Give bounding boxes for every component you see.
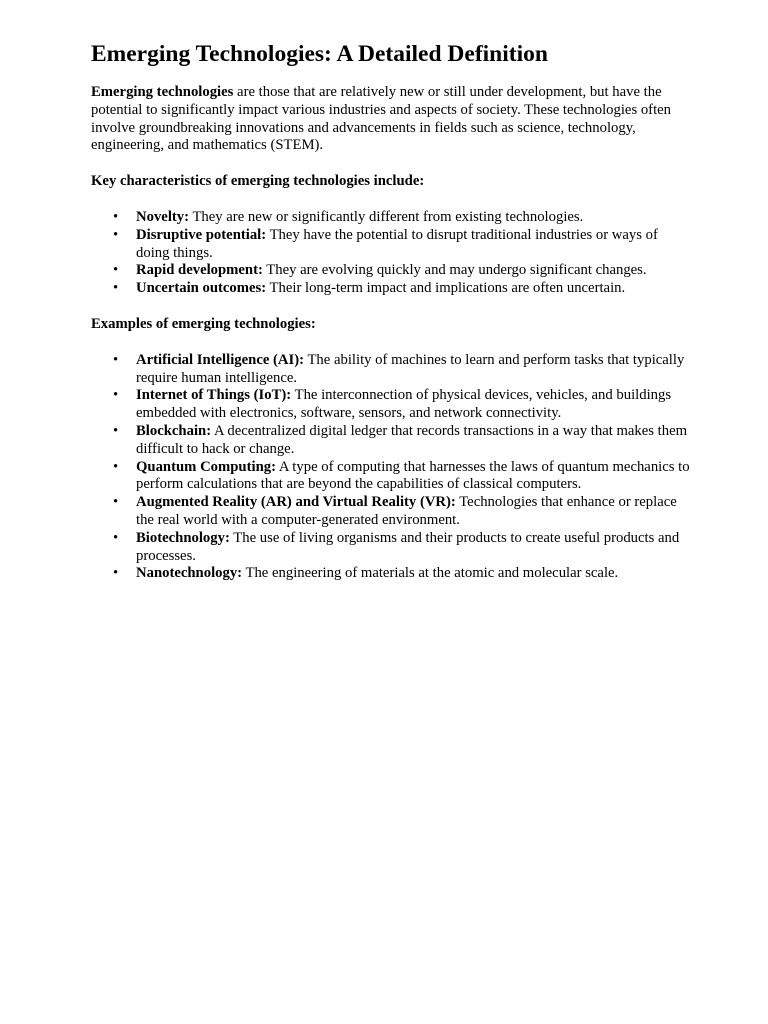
list-item — [136, 387, 691, 423]
list-item-term: Internet of Things (IoT): — [136, 387, 292, 404]
intro-paragraph — [91, 84, 691, 155]
list-item — [136, 530, 691, 566]
list-item-text: They have the potential to disrupt traditional industries or ways of doing things. — [136, 226, 658, 261]
list-item-text: Their long-term impact and implications are often uncertain. — [266, 280, 626, 297]
list-item-term: Augmented Reality (AR) and Virtual Reality (VR): — [136, 494, 456, 511]
list-item-text: The use of living organisms and their products to create useful products and processes. — [136, 529, 680, 564]
list-item-text: Technologies that enhance or replace the real world with a computer-generated environment. — [136, 494, 677, 528]
intro-text: are those that are relatively new or still under development, but have the potential to significantly impact various industries and aspects of society. These technologies often involve groundbreaking innovations and advancements in fields such as science, technology, engineering, and mathematics (STEM). — [91, 84, 672, 154]
document-title: Emerging Technologies: A Detailed Definition — [91, 41, 548, 67]
list-item-text: The engineering of materials at the atomic and molecular scale. — [242, 565, 619, 582]
list-item-text: They are evolving quickly and may undergo significant changes. — [262, 262, 647, 279]
list-item-text: They are new or significantly different from existing technologies. — [189, 208, 584, 225]
list-item — [136, 565, 691, 583]
list-item-term: Disruptive potential: — [136, 226, 267, 243]
list-item — [136, 423, 691, 459]
examples-list — [91, 352, 691, 583]
list-item — [136, 352, 691, 388]
list-item-term: Novelty: — [136, 208, 190, 225]
characteristics-list — [91, 209, 691, 298]
list-item-term: Rapid development: — [136, 262, 263, 279]
document-page — [91, 40, 691, 601]
list-item — [136, 280, 691, 298]
list-item — [136, 262, 691, 280]
list-item-term: Quantum Computing: — [136, 458, 276, 475]
list-item-text: A decentralized digital ledger that records transactions in a way that makes them difficult to hack or change. — [136, 422, 688, 457]
list-item-term: Blockchain: — [136, 422, 212, 439]
list-item-text: The ability of machines to learn and perform tasks that typically require human intelligence. — [136, 351, 685, 386]
list-item — [136, 209, 691, 227]
intro-term: Emerging technologies — [91, 84, 234, 100]
list-item-term: Artificial Intelligence (AI): — [136, 351, 305, 368]
list-item — [136, 459, 691, 495]
list-item-term: Nanotechnology: — [136, 565, 243, 582]
list-item-text: A type of computing that harnesses the laws of quantum mechanics to perform calculations that are beyond the capabilities of classical computers. — [136, 458, 690, 493]
list-item-term: Uncertain outcomes: — [136, 280, 267, 297]
list-item-term: Biotechnology: — [136, 529, 230, 546]
list-item — [136, 227, 691, 263]
list-item — [136, 494, 691, 530]
list-item-text: The interconnection of physical devices, vehicles, and buildings embedded with electronics, software, sensors, and network connectivity. — [136, 387, 672, 422]
examples-heading: Examples of emerging technologies: — [91, 315, 316, 332]
characteristics-heading: Key characteristics of emerging technologies include: — [91, 173, 425, 190]
